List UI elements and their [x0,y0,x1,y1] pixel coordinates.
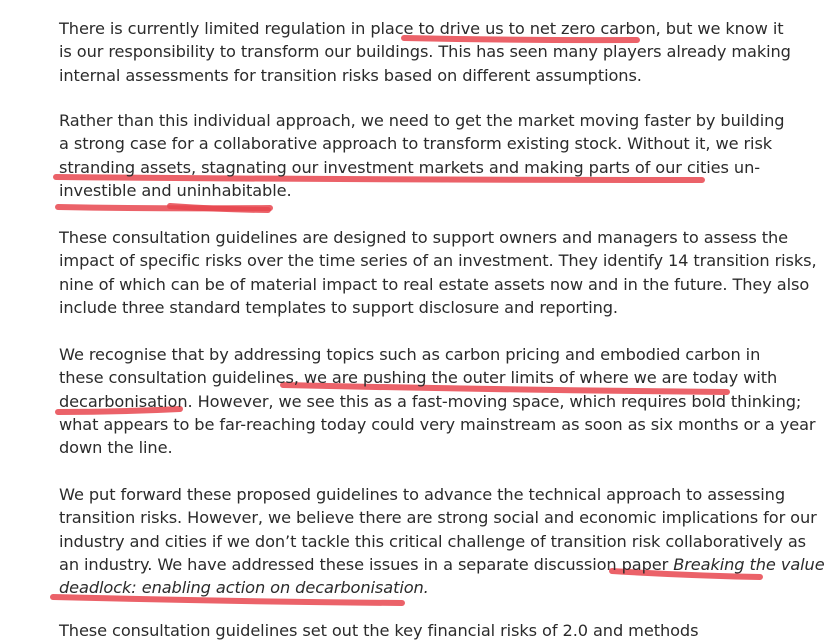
text-line [59,17,804,40]
text-line [59,179,804,202]
highlighted-phrase: Breaking the value [673,554,825,574]
text-line [59,109,804,132]
text-line [59,296,804,319]
text-segment: include three standard templates to support disclosure and reporting. [59,297,618,317]
text-line [59,390,804,413]
paragraph-6 [59,619,804,642]
paragraph-1 [59,17,804,87]
text-segment: is our responsibility to transform our buildings. This has seen many players already making [59,42,791,62]
text-segment: down the line. [59,438,173,458]
text-line [59,40,804,63]
text-line [59,343,804,366]
red-pen-underline [58,207,270,208]
text-segment: However, we see this as a fast-moving space, which requires bold thinking; [192,391,802,411]
paragraph-2 [59,109,804,202]
text-line [59,483,804,506]
text-line [59,553,825,576]
text-line [59,506,817,529]
text-line [59,413,816,436]
text-segment: a strong case for a collaborative approach to transform existing stock. Without it, we risk [59,134,773,154]
highlighted-phrase: we are pushing the outer limits of where we are today with [303,368,778,388]
text-segment: There is currently limited regulation in place to [59,19,440,38]
text-segment: internal assessments for transition risks based on different assumptions. [59,65,642,85]
highlighted-phrase: stranding assets, stagnating our investment markets and making parts of our cities un- [59,157,760,177]
text-line [59,156,804,179]
highlighted-phrase: investible and uninhabitable. [59,180,292,200]
text-segment: We put forward these proposed guidelines to advance the technical approach to assessing [59,485,786,504]
text-line [59,436,804,459]
text-segment: transition risks. However, we believe there are strong social and economic implications for our [59,508,817,528]
text-segment: These consultation guidelines set out the key financial risks of 2.0 and methods [59,621,699,640]
text-line [59,273,810,296]
text-line [59,132,804,155]
text-segment: impact of specific risks over the time series of an investment. They identify 14 transition risks, [59,251,817,271]
text-segment: nine of which can be of material impact to real estate assets now and in the future. They also [59,274,810,294]
highlighted-phrase: decarbonisation. [59,391,193,411]
text-line [59,64,804,87]
text-line [59,530,807,553]
text-segment: industry and cities if we don’t tackle this critical challenge of transition risk collaboratively as [59,531,807,551]
highlighted-phrase: deadlock: enabling action on decarbonisation. [59,578,429,598]
text-segment: an industry. We have addressed these issues in a separate discussion paper [59,554,674,574]
paragraph-4 [59,343,816,459]
text-segment: , but we know it [655,19,784,38]
text-segment: these consultation guidelines, [59,368,304,388]
text-segment: These consultation guidelines are designed to support owners and managers to assess the [59,228,789,247]
paragraph-3 [59,226,817,319]
text-segment: what appears to be far-reaching today could very mainstream as soon as six months or a year [59,414,816,434]
text-line [59,576,804,599]
paragraph-5 [59,483,825,599]
text-segment: Rather than this individual approach, we need to get the market moving faster by building [59,111,785,130]
text-segment: We recognise that by addressing topics such as carbon pricing and embodied carbon in [59,345,761,364]
text-line [59,366,804,389]
text-line [59,226,804,249]
red-pen-underline [170,206,268,210]
text-line [59,249,817,272]
text-line [59,619,804,642]
highlighted-phrase: drive us to net zero carbon [439,19,656,38]
